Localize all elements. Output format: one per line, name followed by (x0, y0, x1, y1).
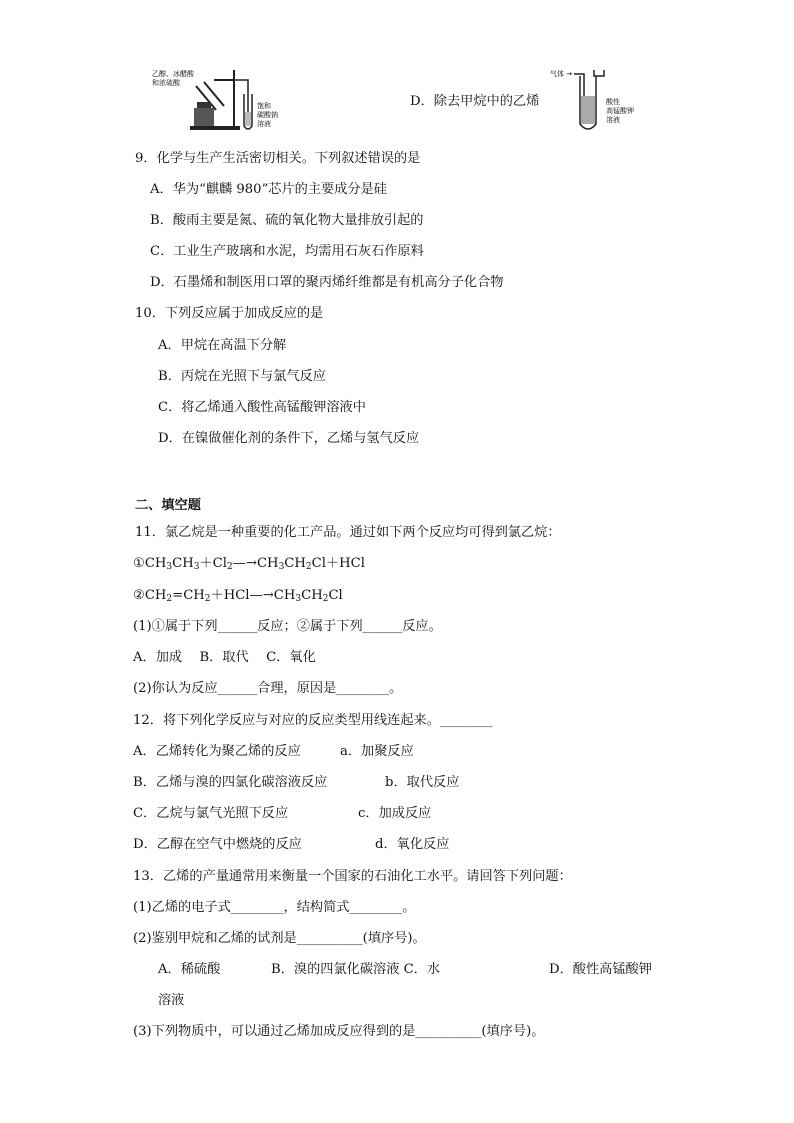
esterification-apparatus-figure (150, 64, 278, 136)
reagents-label-line1: 乙醇、冰醋酸 (152, 70, 194, 78)
q8-option-d: D．除去甲烷中的乙烯 (410, 94, 540, 109)
receiver-label-line3: 溶液 (257, 120, 271, 128)
q9-stem: 9．化学与生产生活密切相关。下列叙述错误的是 (135, 151, 421, 166)
q11-options: A．加成 B．取代 C．氧化 (133, 650, 316, 665)
receiver-label-line1: 饱和 (257, 102, 271, 110)
reagents-label-line2: 和浓硫酸 (152, 79, 180, 87)
q13-option-d: D．酸性高锰酸钾 (549, 962, 652, 977)
q9-option-d: D．石墨烯和制医用口罩的聚丙烯纤维都是有机高分子化合物 (150, 275, 504, 290)
q12-right-c: c．加成反应 (358, 806, 432, 821)
reaction-1-number: ① (133, 556, 145, 571)
receiver-label-line2: 碳酸钠 (257, 111, 278, 119)
q12-right-a: a．加聚反应 (340, 744, 414, 759)
q13-option-d-continued: 溶液 (158, 993, 185, 1008)
solution-label-line2: 高锰酸钾 (606, 107, 634, 115)
q9-option-c: C．工业生产玻璃和水泥，均需用石灰石作原料 (150, 244, 424, 259)
q11-stem: 11．氯乙烷是一种重要的化工产品。通过如下两个反应均可得到氯乙烷： (135, 525, 561, 540)
q11-subquestion-1: (1)①属于下列______反应；②属于下列______反应。 (133, 619, 442, 634)
q9-option-b: B．酸雨主要是氮、硫的氧化物大量排放引起的 (150, 213, 424, 228)
q13-subquestion-2: (2)鉴别甲烷和乙烯的试剂是__________(填序号)。 (133, 931, 426, 946)
reaction-2-number: ② (133, 588, 145, 603)
reaction-arrow: —→ (232, 556, 257, 571)
q11-reaction-1: $①CH_3CH_3+Cl_2—\to CH_3CH_2Cl+HCl$ (133, 556, 365, 572)
q12-left-d: D．乙醇在空气中燃烧的反应 (133, 837, 302, 852)
q10-option-a: A．甲烷在高温下分解 (158, 338, 287, 353)
q12-left-c: C．乙烷与氯气光照下反应 (133, 806, 289, 821)
solution-label-line3: 溶液 (606, 116, 620, 124)
q13-stem: 13．乙烯的产量通常用来衡量一个国家的石油化工水平。请回答下列问题： (133, 869, 572, 884)
q12-right-d: d．氧化反应 (375, 837, 450, 852)
gas-washing-figure (548, 66, 658, 136)
q9-option-a: A．华为“麒麟 980”芯片的主要成分是硅 (150, 182, 387, 197)
q12-left-a: A．乙烯转化为聚乙烯的反应 (133, 744, 301, 759)
gas-inlet-label: 气体 → (550, 70, 573, 78)
section-title-fill-in: 二、填空题 (135, 498, 201, 513)
q11-reaction-2: $②CH_2=CH_2+HCl—\to CH_3CH_2Cl$ (133, 588, 343, 604)
q12-left-b: B．乙烯与溴的四氯化碳溶液反应 (133, 775, 328, 790)
q10-stem: 10．下列反应属于加成反应的是 (135, 306, 324, 321)
q12-stem: 12．将下列化学反应与对应的反应类型用线连起来。________ (133, 713, 493, 728)
q13-option-a: A．稀硫酸 (158, 962, 221, 977)
q10-option-d: D．在镍做催化剂的条件下，乙烯与氢气反应 (158, 431, 420, 446)
q11-subquestion-2: (2)你认为反应______合理，原因是________。 (133, 681, 403, 696)
reaction-arrow: —→ (249, 588, 274, 603)
q12-right-b: b．取代反应 (385, 775, 460, 790)
q10-option-b: B．丙烷在光照下与氯气反应 (158, 369, 326, 384)
q13-option-bc: B．溴的四氯化碳溶液 C．水 (271, 962, 441, 977)
q10-option-c: C．将乙烯通入酸性高锰酸钾溶液中 (158, 400, 366, 415)
q13-subquestion-1: (1)乙烯的电子式________，结构简式________。 (133, 900, 416, 915)
solution-label-line1: 酸性 (606, 98, 620, 106)
q13-subquestion-3: (3)下列物质中，可以通过乙烯加成反应得到的是__________(填序号)。 (133, 1024, 545, 1039)
